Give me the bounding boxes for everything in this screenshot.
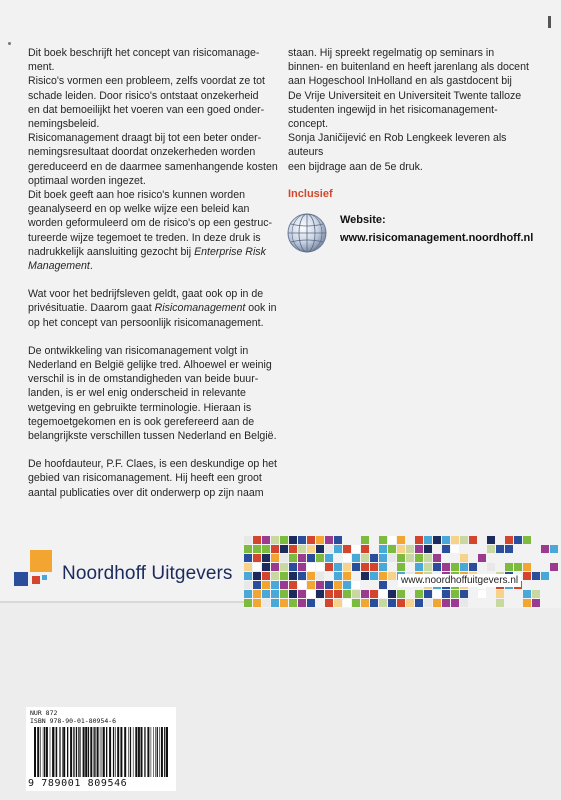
mosaic-tile [397, 545, 405, 553]
mosaic-tile [244, 572, 252, 580]
mosaic-tile [496, 545, 504, 553]
mosaic-tile [289, 563, 297, 571]
mosaic-tile [433, 536, 441, 544]
mosaic-tile [388, 590, 396, 598]
mosaic-tile [442, 536, 450, 544]
mosaic-tile [415, 563, 423, 571]
barcode-bar [157, 727, 158, 777]
mosaic-tile [334, 572, 342, 580]
mosaic-tile [442, 545, 450, 553]
mosaic-tile [280, 590, 288, 598]
mosaic-tile [379, 554, 387, 562]
mosaic-tile [370, 554, 378, 562]
mosaic-tile [316, 554, 324, 562]
mosaic-tile [433, 554, 441, 562]
mosaic-tile [361, 545, 369, 553]
left-text-column [28, 46, 290, 500]
mosaic-tile [280, 572, 288, 580]
barcode-bars [32, 727, 172, 777]
mosaic-tile [280, 545, 288, 553]
mosaic-tile [442, 599, 450, 607]
mosaic-tile [379, 590, 387, 598]
mosaic-tile [334, 590, 342, 598]
mosaic-tile [397, 563, 405, 571]
mosaic-tile [280, 563, 288, 571]
mosaic-tile [343, 599, 351, 607]
barcode-bar [159, 727, 160, 777]
mosaic-tile [253, 599, 261, 607]
publisher-logo-icon [12, 548, 54, 590]
mosaic-tile [298, 545, 306, 553]
mosaic-tile [397, 536, 405, 544]
mosaic-tile [280, 599, 288, 607]
mosaic-tile [469, 563, 477, 571]
mosaic-tile [424, 599, 432, 607]
mosaic-tile [397, 554, 405, 562]
mosaic-tile [442, 590, 450, 598]
mosaic-tile [370, 590, 378, 598]
mosaic-tile [460, 554, 468, 562]
mosaic-tile [388, 572, 396, 580]
mosaic-tile [334, 599, 342, 607]
mosaic-tile [298, 599, 306, 607]
mosaic-tile [460, 599, 468, 607]
mosaic-tile [271, 590, 279, 598]
website-url[interactable]: www.risicomanagement.noordhoff.nl [340, 232, 534, 244]
mosaic-tile [352, 554, 360, 562]
mosaic-tile [550, 563, 558, 571]
mosaic-tile [532, 572, 540, 580]
mosaic-tile [298, 581, 306, 589]
isbn-code: ISBN 978-90-01-80954-6 [30, 717, 117, 725]
mosaic-tile [298, 536, 306, 544]
mosaic-tile [397, 599, 405, 607]
mosaic-tile [433, 599, 441, 607]
barcode-bar [166, 727, 168, 777]
private-emphasis: Risicomanagement [154, 302, 246, 315]
mosaic-tile [460, 536, 468, 544]
publisher-mosaic-pattern [244, 536, 561, 608]
mosaic-tile [334, 545, 342, 553]
barcode-bar [52, 727, 54, 777]
mosaic-tile [334, 563, 342, 571]
mosaic-tile [532, 590, 540, 598]
mosaic-tile [361, 590, 369, 598]
mosaic-tile [343, 563, 351, 571]
mosaic-tile [379, 563, 387, 571]
mosaic-tile [289, 581, 297, 589]
mosaic-tile [343, 545, 351, 553]
mosaic-tile [307, 572, 315, 580]
mosaic-tile [262, 590, 270, 598]
mosaic-tile [505, 536, 513, 544]
right-text-column [288, 46, 538, 174]
barcode-bar [46, 727, 48, 777]
barcode-bar [73, 727, 74, 777]
barcode-bar [85, 727, 87, 777]
mosaic-tile [307, 545, 315, 553]
mosaic-tile [379, 536, 387, 544]
mosaic-tile [379, 599, 387, 607]
mosaic-tile [523, 572, 531, 580]
mosaic-tile [514, 563, 522, 571]
mosaic-tile [244, 581, 252, 589]
mosaic-tile [325, 581, 333, 589]
barcode-bar [103, 727, 105, 777]
mosaic-tile [244, 599, 252, 607]
intro-paragraph [28, 46, 290, 273]
barcode-bar [151, 727, 152, 777]
mosaic-tile [343, 572, 351, 580]
mosaic-tile [253, 590, 261, 598]
barcode-bar [76, 727, 77, 777]
mosaic-tile [334, 536, 342, 544]
mosaic-tile [424, 563, 432, 571]
barcode-bar [135, 727, 137, 777]
mosaic-tile [253, 572, 261, 580]
mosaic-tile [289, 536, 297, 544]
mosaic-tile [370, 599, 378, 607]
mosaic-tile [505, 563, 513, 571]
mosaic-tile [325, 536, 333, 544]
author-paragraph: De hoofdauteur, P.F. Claes, is een deskundige op het gebied van risicomanagement. Hij heeft een groot aantal publicaties over dit onderwerp op zijn naam [28, 458, 277, 499]
barcode-bar [44, 727, 45, 777]
barcode-bar [141, 727, 143, 777]
barcode-bar [40, 727, 41, 777]
mosaic-tile [280, 581, 288, 589]
mosaic-tile [271, 536, 279, 544]
mosaic-tile [361, 572, 369, 580]
barcode-bar [37, 727, 39, 777]
mosaic-tile [415, 536, 423, 544]
mosaic-tile [379, 581, 387, 589]
mosaic-tile [352, 581, 360, 589]
website-block [286, 212, 546, 262]
private-paragraph [28, 287, 290, 330]
belgium-paragraph: De ontwikkeling van risicomanagement volgt in Nederland en België gelijke tred. Alhoewel er weinig verschil is in de omstandigheden van beide buur- landen, is er wel enig onderscheid in relevante wetgeving en gebruikte terminologie. Hieraan is tegemoetgekomen en is ook gerefereerd aan de belangrijkste verschillen tussen Nederland en België. [28, 344, 277, 443]
barcode-bar [144, 727, 145, 777]
mosaic-tile [469, 536, 477, 544]
mosaic-tile [370, 572, 378, 580]
nur-code: NUR 872 [30, 709, 58, 717]
mosaic-tile [478, 554, 486, 562]
inclusief-heading: Inclusief [288, 188, 333, 200]
publisher-name: Noordhoff Uitgevers [62, 563, 233, 584]
author-continued-paragraph: staan. Hij spreekt regelmatig op seminars in binnen- en buitenland en heeft jarenlang als docent aan Hogeschool InHolland en als gastdocent bij De Vrije Universiteit en Universiteit Twente talloze studenten ingewijd in het risicomanagement- concept. Sonja Janičijević en Rob Lengkeek leveren als auteurs een bijdrage aan de 5e druk. [288, 47, 529, 173]
mosaic-tile [253, 554, 261, 562]
mosaic-tile [352, 545, 360, 553]
mosaic-tile [451, 545, 459, 553]
mosaic-tile [253, 581, 261, 589]
mosaic-tile [262, 581, 270, 589]
barcode-bar [43, 727, 44, 777]
mosaic-tile [289, 572, 297, 580]
intro-end: . [89, 260, 93, 273]
mosaic-tile [379, 572, 387, 580]
mosaic-tile [523, 590, 531, 598]
mosaic-tile [253, 563, 261, 571]
mosaic-tile [415, 590, 423, 598]
mosaic-tile [298, 563, 306, 571]
mosaic-tile [271, 545, 279, 553]
barcode-bar [80, 727, 81, 777]
mosaic-tile [316, 581, 324, 589]
mosaic-tile [280, 554, 288, 562]
mosaic-tile [370, 563, 378, 571]
barcode-bar [100, 727, 101, 777]
mosaic-tile [343, 590, 351, 598]
mosaic-tile [487, 563, 495, 571]
mosaic-tile [253, 536, 261, 544]
barcode-bar [147, 727, 149, 777]
mosaic-tile [244, 545, 252, 553]
barcode-bar [138, 727, 140, 777]
barcode-bar [56, 727, 57, 777]
mosaic-tile [406, 554, 414, 562]
barcode-bar [78, 727, 79, 777]
mosaic-tile [361, 599, 369, 607]
mosaic-tile [262, 572, 270, 580]
mosaic-tile [262, 545, 270, 553]
mosaic-tile [307, 554, 315, 562]
private-text: Wat voor het bedrijfsleven geldt, gaat ook op in de privésituatie. Daarom gaat [28, 288, 264, 315]
globe-icon [286, 212, 328, 254]
barcode-bar [60, 727, 61, 777]
barcode-bar [120, 727, 122, 777]
barcode-bar [164, 727, 165, 777]
mosaic-tile [271, 581, 279, 589]
mosaic-tile [487, 545, 495, 553]
mosaic-tile [532, 599, 540, 607]
corner-mark [548, 16, 551, 28]
mosaic-tile [343, 581, 351, 589]
mosaic-tile [478, 590, 486, 598]
mosaic-tile [397, 590, 405, 598]
mosaic-tile [271, 599, 279, 607]
mosaic-tile [514, 536, 522, 544]
mosaic-tile [271, 572, 279, 580]
mosaic-tile [316, 572, 324, 580]
mosaic-tile [244, 536, 252, 544]
barcode-bar [130, 727, 131, 777]
mosaic-tile [487, 536, 495, 544]
mosaic-tile [496, 590, 504, 598]
barcode-bar [102, 727, 103, 777]
barcode-bar [153, 727, 154, 777]
mosaic-tile [307, 563, 315, 571]
mosaic-tile [289, 599, 297, 607]
mosaic-tile [289, 545, 297, 553]
barcode-bar [97, 727, 99, 777]
publisher-url[interactable]: www.noordhoffuitgevers.nl [398, 574, 521, 587]
mosaic-tile [343, 554, 351, 562]
mosaic-tile [244, 590, 252, 598]
barcode-bar [133, 727, 134, 777]
mosaic-tile [388, 545, 396, 553]
barcode-label [26, 707, 176, 791]
mosaic-tile [541, 545, 549, 553]
barcode-bar [55, 727, 56, 777]
mosaic-tile [307, 599, 315, 607]
mosaic-tile [424, 554, 432, 562]
mosaic-tile [415, 545, 423, 553]
mosaic-tile [352, 563, 360, 571]
mosaic-tile [325, 554, 333, 562]
mosaic-tile [406, 599, 414, 607]
mosaic-tile [379, 545, 387, 553]
mosaic-tile [253, 545, 261, 553]
mosaic-tile [361, 536, 369, 544]
barcode-bar [67, 727, 68, 777]
mosaic-tile [424, 545, 432, 553]
mosaic-tile [352, 590, 360, 598]
mosaic-tile [271, 563, 279, 571]
mosaic-tile [334, 581, 342, 589]
mosaic-tile [388, 554, 396, 562]
mosaic-tile [361, 554, 369, 562]
mosaic-tile [406, 545, 414, 553]
mosaic-tile [442, 563, 450, 571]
mosaic-tile [451, 563, 459, 571]
mosaic-tile [262, 554, 270, 562]
mosaic-tile [496, 599, 504, 607]
mosaic-tile [361, 563, 369, 571]
mosaic-tile [352, 599, 360, 607]
mosaic-tile [325, 590, 333, 598]
mosaic-tile [307, 536, 315, 544]
mosaic-tile [307, 590, 315, 598]
mosaic-tile [298, 590, 306, 598]
mosaic-tile [388, 599, 396, 607]
mosaic-tile [523, 599, 531, 607]
mosaic-tile [298, 572, 306, 580]
website-label: Website: [340, 214, 386, 226]
mosaic-tile [307, 581, 315, 589]
barcode-bar [83, 727, 85, 777]
barcode-bar [109, 727, 111, 777]
mosaic-tile [460, 590, 468, 598]
barcode-bar [128, 727, 129, 777]
mosaic-tile [244, 554, 252, 562]
barcode-bar [63, 727, 65, 777]
mosaic-tile [424, 536, 432, 544]
barcode-bar [95, 727, 96, 777]
mosaic-tile [550, 545, 558, 553]
mosaic-tile [415, 599, 423, 607]
barcode-bar [106, 727, 107, 777]
mosaic-tile [451, 536, 459, 544]
mosaic-tile [262, 599, 270, 607]
mosaic-tile [325, 563, 333, 571]
mosaic-tile [271, 554, 279, 562]
mosaic-tile [316, 536, 324, 544]
barcode-bar [115, 727, 116, 777]
barcode-bar [34, 727, 36, 777]
dot-mark [8, 42, 11, 45]
mosaic-tile [289, 554, 297, 562]
barcode-bar [59, 727, 60, 777]
mosaic-tile [316, 590, 324, 598]
mosaic-tile [460, 563, 468, 571]
barcode-bar [90, 727, 92, 777]
mosaic-tile [451, 599, 459, 607]
barcode-bar [155, 727, 156, 777]
mosaic-tile [451, 590, 459, 598]
mosaic-tile [262, 536, 270, 544]
mosaic-tile [325, 599, 333, 607]
barcode-bar [50, 727, 51, 777]
mosaic-tile [289, 590, 297, 598]
barcode-bar [161, 727, 163, 777]
mosaic-tile [433, 590, 441, 598]
mosaic-tile [415, 554, 423, 562]
mosaic-tile [244, 563, 252, 571]
mosaic-tile [541, 572, 549, 580]
intro-emphasis: Enterprise Risk Management [28, 245, 266, 273]
mosaic-tile [316, 563, 324, 571]
intro-text: Dit boek beschrijft het concept van risicomanage- ment. Risico's vormen een probleem, zelfs voordat ze tot schade leiden. Door risico's ontstaat onzekerheid en dat bemoeilijkt het voeren van een goed onder- nemingsbeleid. Risicomanagement draagt bij tot een beter onder- nemingsresultaat doordat onzekerheden worden gereduceerd en de daarmee samenhangende kosten optimaal worden ingezet. Dit boek geeft aan hoe risico's kunnen worden geanalyseerd en op welke wijze een beleid kan worden geformuleerd om de risico's op een gestruc- tureerde wijze tegemoet te treden. In deze druk is nadrukkelijk aansluiting gezocht bij [28, 47, 278, 258]
barcode-bar [62, 727, 63, 777]
mosaic-tile [433, 563, 441, 571]
barcode-bar [113, 727, 114, 777]
barcode-bar [124, 727, 126, 777]
barcode-bar [94, 727, 95, 777]
mosaic-tile [262, 563, 270, 571]
barcode-bar [117, 727, 119, 777]
mosaic-tile [280, 536, 288, 544]
mosaic-tile [523, 563, 531, 571]
barcode-bar [88, 727, 89, 777]
private-end: ook in op het concept van persoonlijk risicomanagement. [28, 302, 277, 329]
mosaic-tile [388, 536, 396, 544]
mosaic-tile [523, 536, 531, 544]
mosaic-tile [316, 545, 324, 553]
mosaic-tile [505, 545, 513, 553]
barcode-bar [70, 727, 72, 777]
mosaic-tile [298, 554, 306, 562]
mosaic-tile [325, 545, 333, 553]
barcode-digits: 9 789001 809546 [28, 778, 128, 789]
mosaic-tile [424, 590, 432, 598]
